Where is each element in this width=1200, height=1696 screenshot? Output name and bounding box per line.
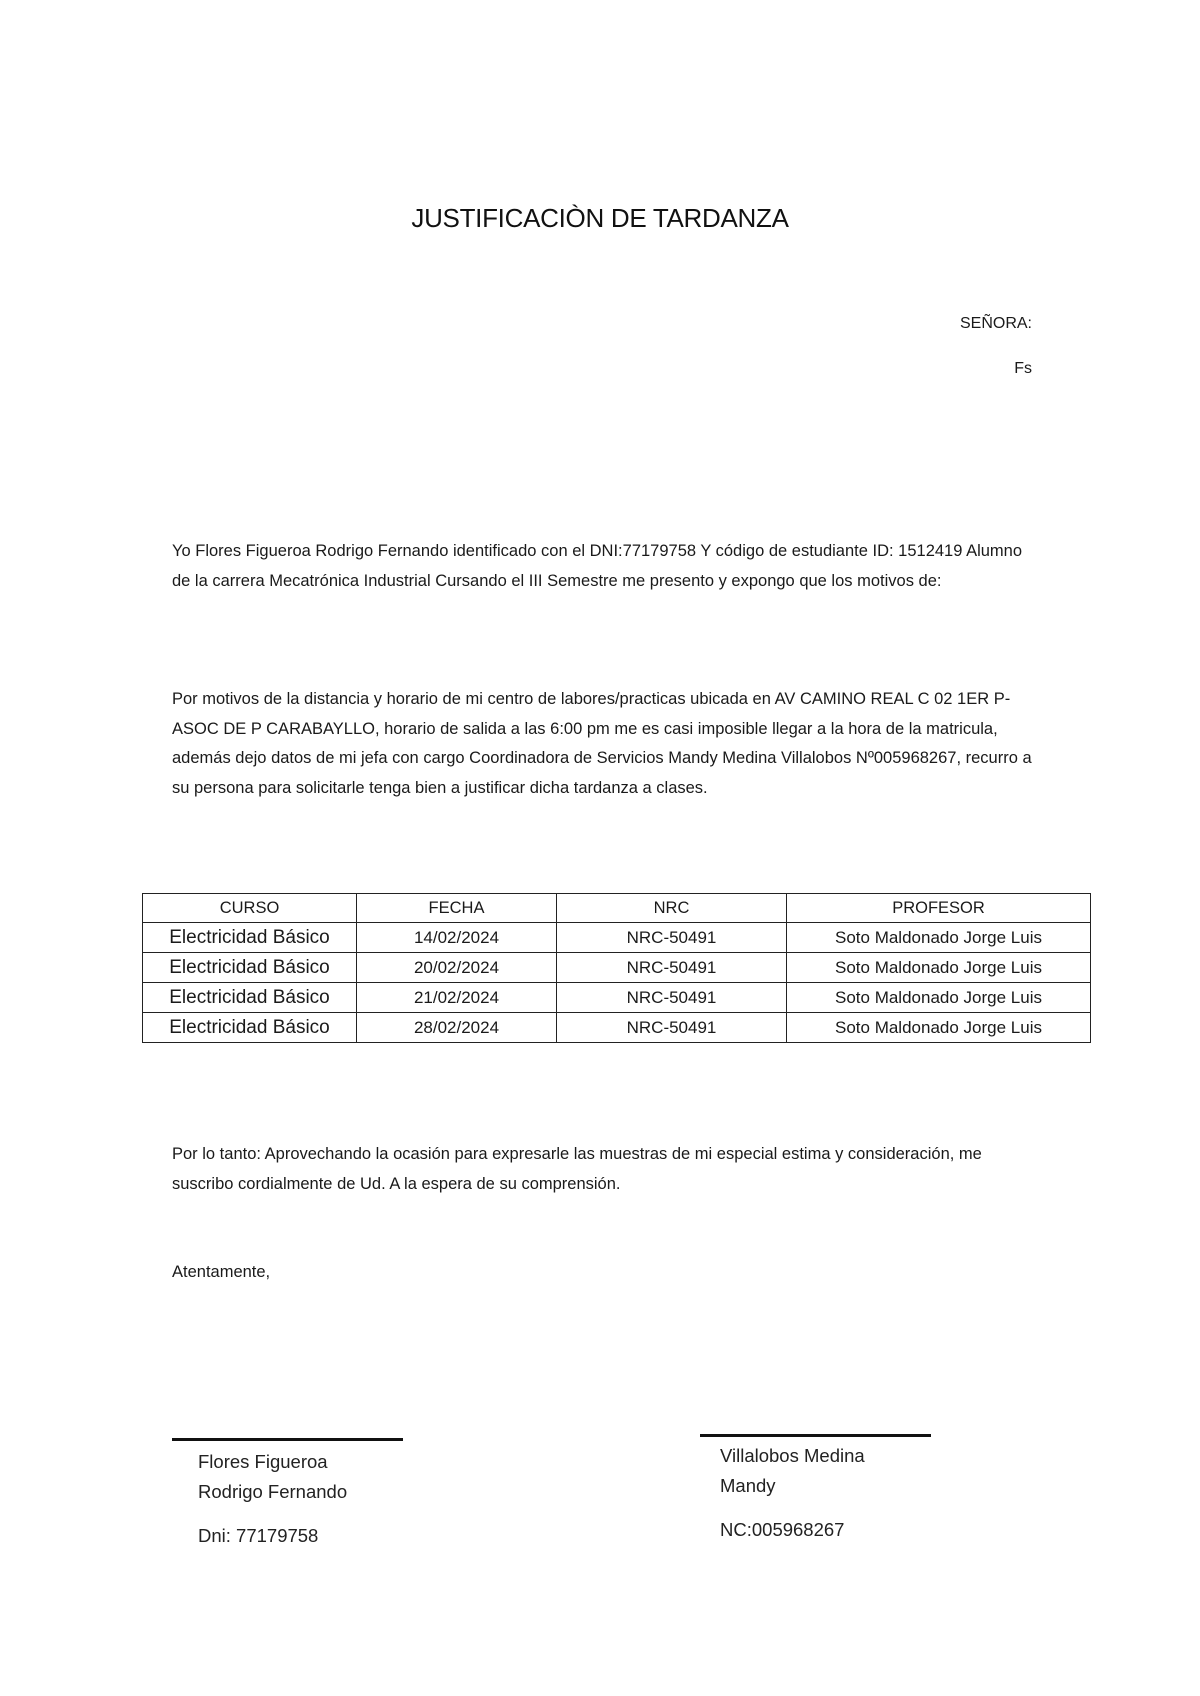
cell-profesor: Soto Maldonado Jorge Luis (787, 983, 1091, 1013)
cell-profesor: Soto Maldonado Jorge Luis (787, 923, 1091, 953)
recipient-name: Fs (1014, 360, 1032, 377)
table-header-row (143, 894, 1091, 923)
signer-left-name-line2: Rodrigo Fernando (198, 1481, 348, 1502)
cell-fecha: 28/02/2024 (357, 1013, 557, 1043)
signer-left-name-line1: Flores Figueroa (198, 1451, 328, 1472)
signer-right-name-line2: Mandy (720, 1475, 776, 1496)
cell-fecha: 21/02/2024 (357, 983, 557, 1013)
cell-nrc: NRC-50491 (557, 1013, 787, 1043)
signer-right-nc: NC:005968267 (720, 1519, 845, 1540)
header-fecha: FECHA (357, 894, 557, 923)
signer-left-dni: Dni: 77179758 (198, 1525, 319, 1546)
document-title: JUSTIFICACIÒN DE TARDANZA (411, 203, 789, 233)
reason-paragraph: Por motivos de la distancia y horario de mi centro de labores/practicas ubicada en AV CAMINO REAL C 02 1ER P-ASOC DE P CARABAYLLO, horario de salida a las 6:00 pm me es casi imposible llegar a la hora de la matricula, además dejo datos de mi jefa con cargo Coordinadora de Servicios Mandy Medina Villalobos Nº005968267, recurro a su persona para solicitarle tenga bien a justificar dicha tardanza a clases. (172, 690, 1032, 797)
cell-curso: Electricidad Básico (143, 1013, 357, 1043)
table-row (143, 983, 1091, 1013)
cell-curso: Electricidad Básico (143, 923, 357, 953)
schedule-table (142, 893, 1091, 1043)
cell-fecha: 14/02/2024 (357, 923, 557, 953)
signer-right-name-line1: Villalobos Medina (720, 1445, 865, 1466)
table-row (143, 1013, 1091, 1043)
signature-block-right (720, 1441, 865, 1545)
cell-profesor: Soto Maldonado Jorge Luis (787, 1013, 1091, 1043)
closing-paragraph: Por lo tanto: Aprovechando la ocasión para expresarle las muestras de mi especial estima y consideración, me suscribo cordialmente de Ud. A la espera de su comprensión. (172, 1145, 982, 1193)
table-row (143, 923, 1091, 953)
header-nrc: NRC (557, 894, 787, 923)
signature-line-right (700, 1434, 931, 1437)
cell-profesor: Soto Maldonado Jorge Luis (787, 953, 1091, 983)
cell-curso: Electricidad Básico (143, 953, 357, 983)
table-row (143, 953, 1091, 983)
cell-nrc: NRC-50491 (557, 953, 787, 983)
header-curso: CURSO (143, 894, 357, 923)
intro-paragraph: Yo Flores Figueroa Rodrigo Fernando identificado con el DNI:77179758 Y código de estudiante ID: 1512419 Alumno de la carrera Mecatrónica Industrial Cursando el III Semestre me presento y expongo que los motivos de: (172, 542, 1023, 590)
header-profesor: PROFESOR (787, 894, 1091, 923)
recipient-salutation: SEÑORA: (959, 315, 1032, 332)
signoff: Atentamente, (172, 1263, 271, 1281)
signature-block-left (198, 1447, 347, 1551)
cell-fecha: 20/02/2024 (357, 953, 557, 983)
cell-curso: Electricidad Básico (143, 983, 357, 1013)
cell-nrc: NRC-50491 (557, 923, 787, 953)
signature-line-left (172, 1438, 403, 1441)
cell-nrc: NRC-50491 (557, 983, 787, 1013)
